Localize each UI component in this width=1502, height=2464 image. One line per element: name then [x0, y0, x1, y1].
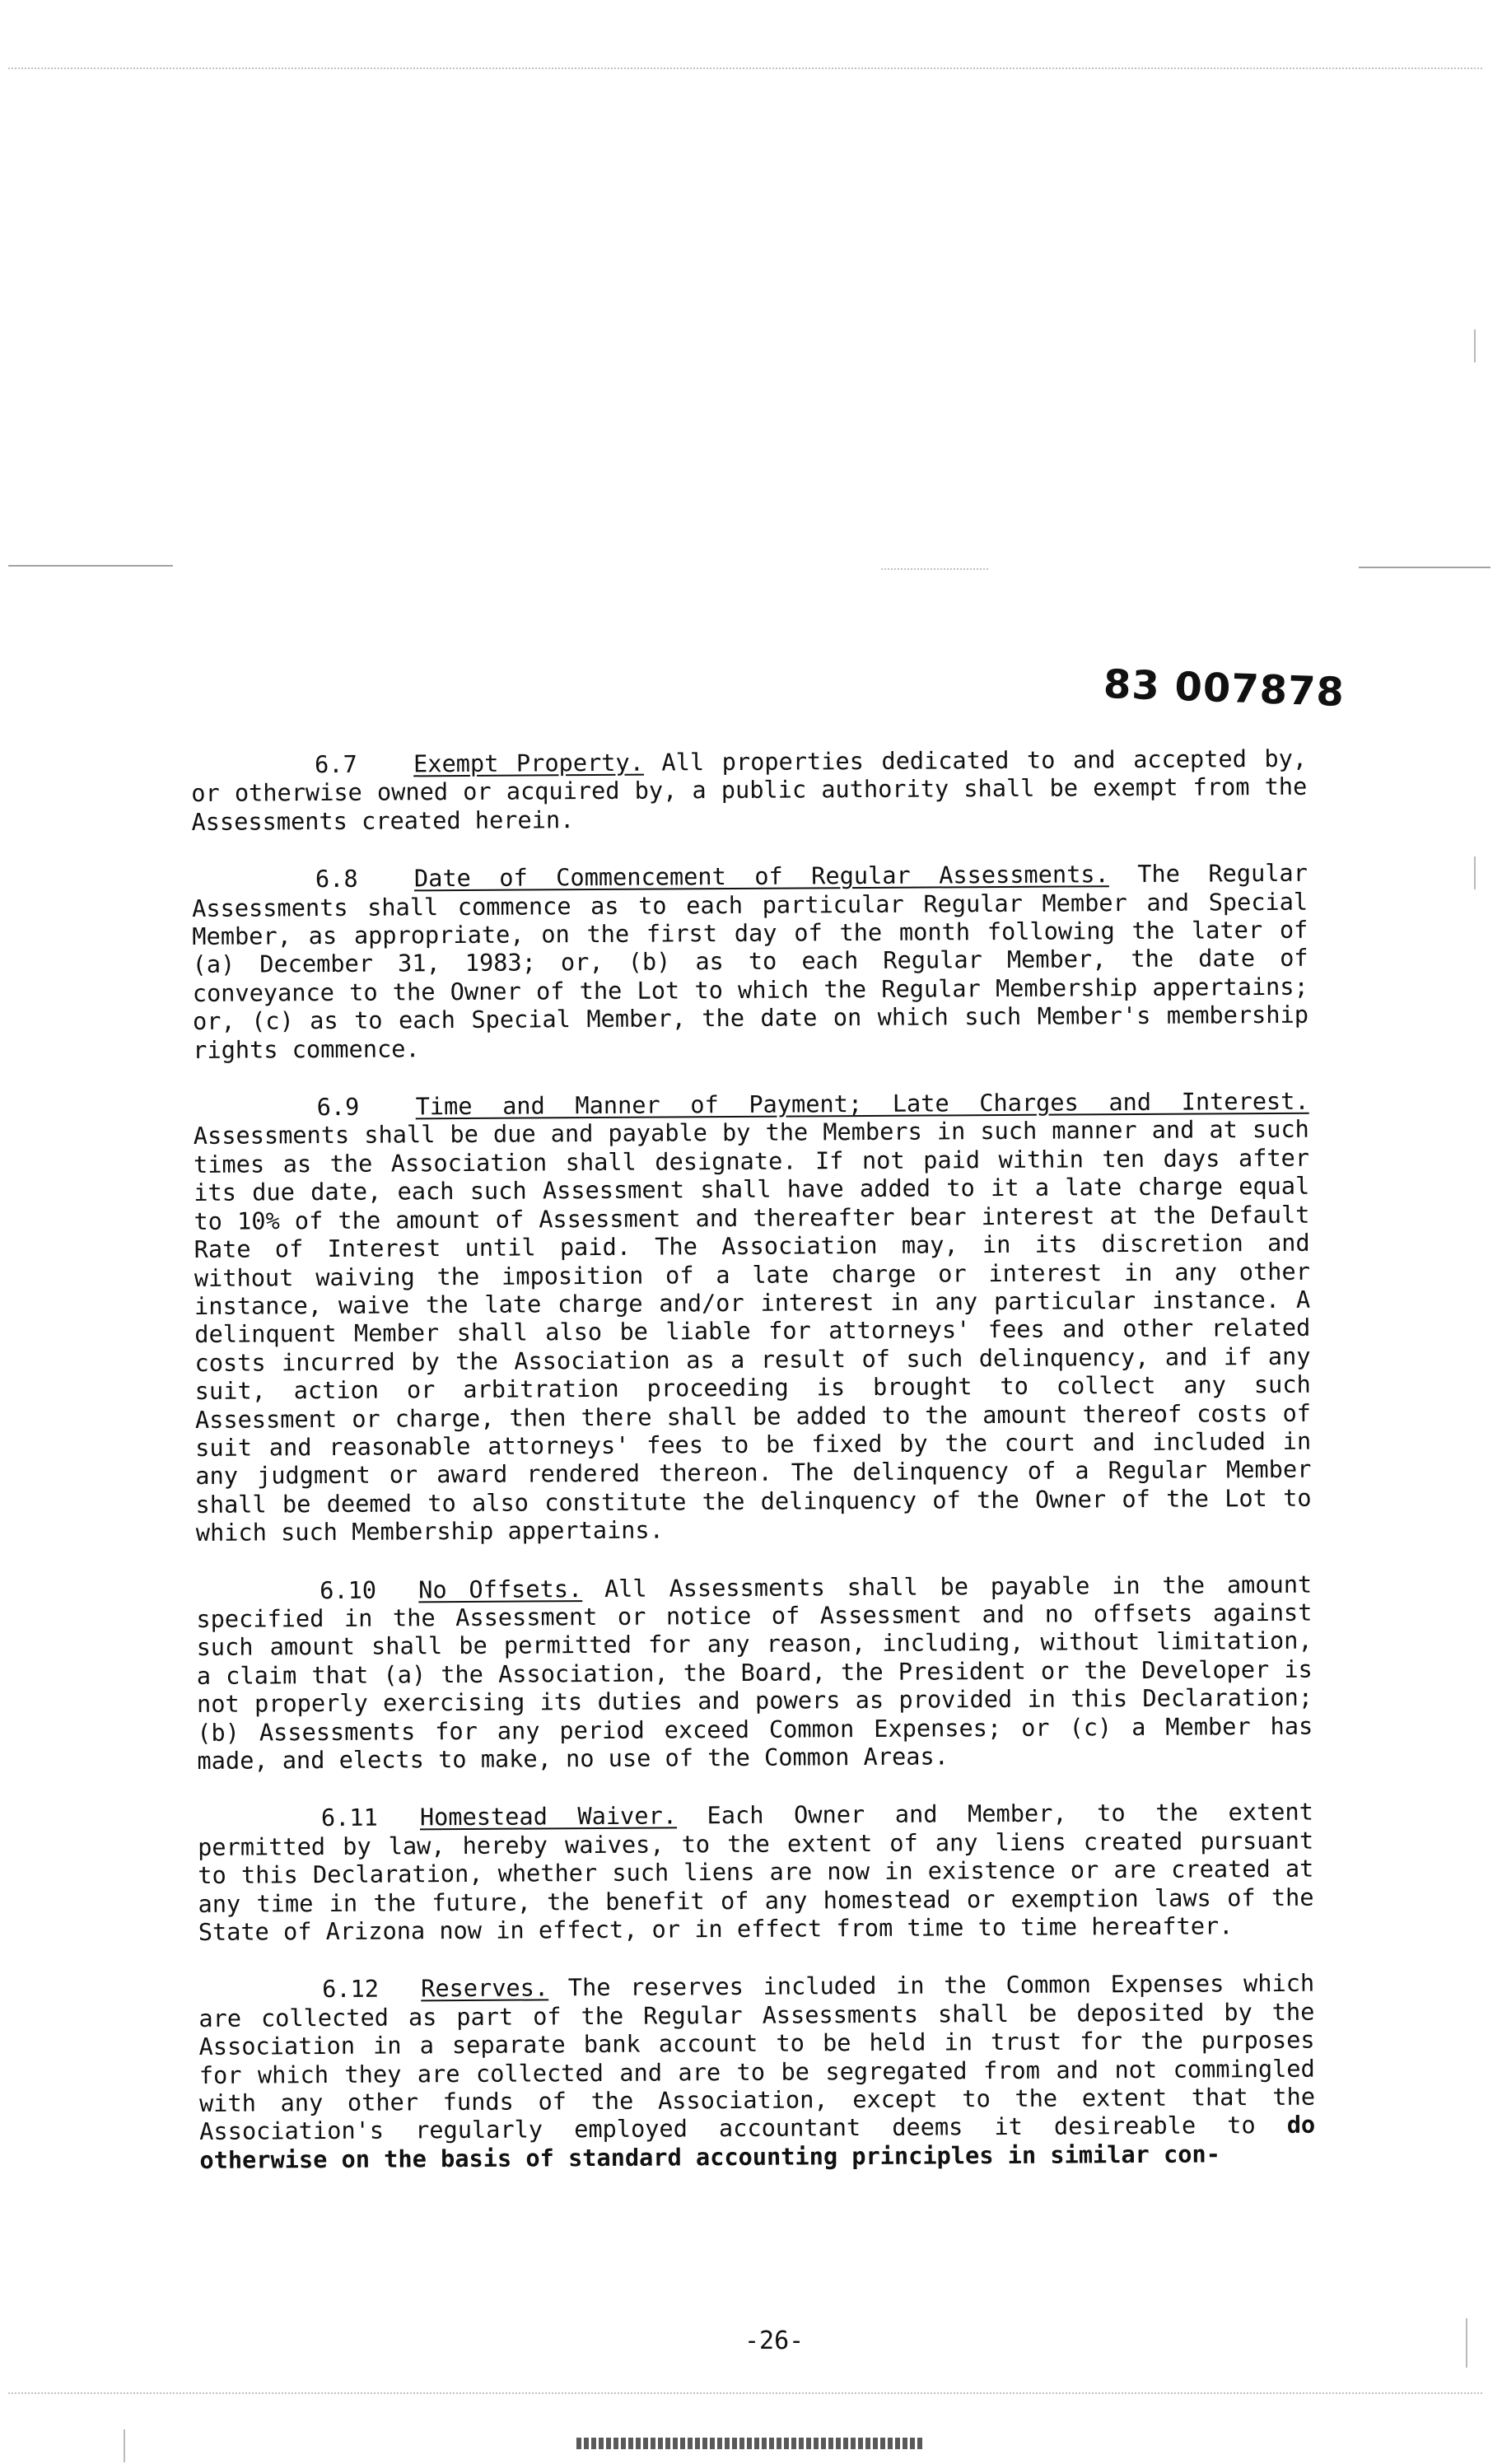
section-6-7 — [191, 744, 1308, 836]
section-title: Reserves. — [421, 1973, 549, 2003]
section-text: All properties dedicated to and accepted by, or otherwise owned or acquired by, a public authority shall be exempt from the Assessments created herein. — [191, 744, 1308, 836]
section-number: 6.11 — [320, 1804, 378, 1832]
scan-artifact-rule-right — [1359, 567, 1490, 568]
section-text: The reserves included in the Common Expenses which are collected as part of the Regular Assessments shall be deposited by the Association in a separate bank account to be held in trust for the purposes for which they are collected and are to be segregated from and not commingled with any other funds of the Association, except to the extent that the Association's regularly employed accountant deems it desireable to — [198, 1969, 1316, 2146]
scan-artifact-rule-mid — [881, 568, 988, 572]
section-number: 6.8 — [315, 864, 358, 894]
scan-artifact-edge-right-1 — [1474, 329, 1476, 362]
scan-artifact-rule-left — [8, 565, 173, 567]
scan-artifact-bottom — [8, 2392, 1482, 2396]
section-6-10 — [196, 1570, 1313, 1775]
section-6-11 — [198, 1798, 1314, 1946]
scan-artifact-edge-right-2 — [1474, 856, 1476, 889]
recording-number-stamp: 83 007878 — [1103, 660, 1346, 716]
section-title: Date of Commencement of Regular Assessments. — [413, 860, 1109, 893]
section-number: 6.9 — [316, 1092, 360, 1122]
section-number: 6.12 — [322, 1975, 380, 2004]
section-6-8 — [192, 859, 1308, 1064]
scan-barcode-mark — [576, 2438, 922, 2449]
document-body — [191, 744, 1316, 2205]
scan-artifact-edge-right-3 — [1466, 2318, 1467, 2368]
section-text: Assessments shall be due and payable by the Members in such manner and at such times as the Association shall designate. If not paid within ten days after its due date, each such Assessment shall have added to it a late charge equal to 10% of the amount of Assessment and thereafter bear interest at the Default Rate of Interest until paid. The Association may, in its discretion and without waiving the imposition of a late charge or interest in any other instance, waive the late charge and/or interest in any particular instance. A delinquent Member shall also be liable for attorneys' fees and other related costs incurred by the Association as a result of such delinquency, and if any suit, action or arbitration proceeding is brought to collect any such Assessment or charge, then there shall be added to the amount thereof costs of suit and reasonable attorneys' fees to be fixed by the court and included in any judgment or award rendered thereon. The delinquency of a Regular Member shall be deemed to also constitute the delinquency of the Owner of the Lot to which such Membership appertains. — [193, 1115, 1312, 1547]
section-6-9 — [194, 1087, 1312, 1547]
section-number: 6.10 — [320, 1575, 377, 1604]
section-text: Each Owner and Member, to the extent permitted by law, hereby waives, to the extent of any liens created pursuant to this Declaration, whether such liens are now in existence or are created at any time in the future, the benefit of any homestead or exemption laws of the State of Arizona now in effect, or in effect from time to time hereafter. — [198, 1798, 1314, 1947]
section-title: No Offsets. — [418, 1574, 583, 1603]
section-text: The Regular Assessments shall commence as to each particular Regular Member and Special Member, as appropriate, on the first day of the month following the later of (a) December 31, 1983; or, (b) as to each Regular Member, the date of conveyance to the Owner of the Lot to which the Regular Membership appertains; or, (c) as to each Special Member, the date on which such Member's membership rights commence. — [192, 858, 1309, 1064]
section-text-continued: do otherwise on the basis of standard accounting principles in similar con- — [199, 2111, 1316, 2174]
section-6-12 — [198, 1969, 1315, 2174]
section-title: Exempt Property. — [413, 748, 645, 778]
section-title: Homestead Waiver. — [419, 1801, 678, 1832]
section-number: 6.7 — [314, 749, 357, 779]
section-title: Time and Manner of Payment; Late Charges and Interest. — [415, 1086, 1309, 1121]
page-number: -26- — [744, 2326, 805, 2355]
scan-artifact-edge-left — [124, 2429, 125, 2462]
section-text: All Assessments shall be payable in the amount specified in the Assessment or notice of Assessment and no offsets against such amount shall be permitted for any reason, including, without limitation, a claim that (a) the Association, the Board, the President or the Developer is not properly exercising its duties and powers as provided in this Declaration; (b) Assessments for any period exceed Common Expenses; or (c) a Member has made, and elects to make, no use of the Common Areas. — [196, 1570, 1313, 1775]
scan-artifact-top — [8, 68, 1482, 71]
